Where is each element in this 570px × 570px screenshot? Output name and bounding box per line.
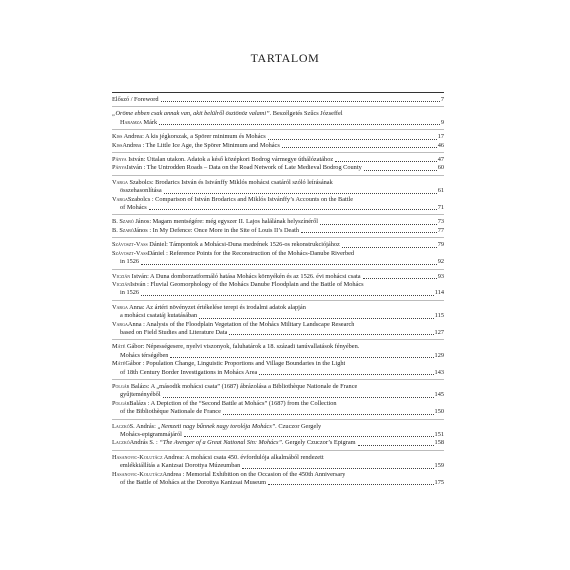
dot-leader xyxy=(184,436,434,437)
toc-group xyxy=(112,451,444,490)
toc-entry[interactable] xyxy=(112,156,444,164)
page-title: TARTALOM xyxy=(250,51,320,65)
toc-entry[interactable] xyxy=(112,479,444,487)
dot-leader xyxy=(149,209,437,210)
toc-group xyxy=(112,270,444,301)
toc-entry[interactable] xyxy=(112,250,444,258)
toc-entry[interactable] xyxy=(112,383,444,391)
page-number: 145 xyxy=(434,391,444,399)
page-number: 9 xyxy=(440,118,444,126)
toc-entry-title: Haramza Márk xyxy=(120,118,158,126)
toc-entry[interactable] xyxy=(112,408,444,416)
toc-entry[interactable] xyxy=(112,321,444,329)
toc-group xyxy=(112,153,444,176)
toc-entry-title: of 18th Century Border Investigations in Mohács Area xyxy=(120,368,258,376)
toc-entry-title: of Mohács xyxy=(120,204,147,212)
dot-leader xyxy=(364,170,437,171)
toc-entry[interactable] xyxy=(112,196,444,204)
page-number: 127 xyxy=(434,328,444,336)
page-number: 46 xyxy=(437,141,444,149)
toc-entry-title: Varga Szabolcs: Brodarics István és Istvánffy Miklós mohácsi csatáról szóló leírásának xyxy=(112,178,333,186)
page-number: 92 xyxy=(437,258,444,266)
toc-entry-title: VargaSzabolcs : Comparison of István Brodarics and Miklós Istvánffy’s Accounts on the Battle xyxy=(112,195,354,203)
toc-entry-title: Mohács térségében xyxy=(120,351,169,359)
dot-leader xyxy=(363,278,437,279)
toc-entry[interactable] xyxy=(112,391,444,399)
page-number: 77 xyxy=(437,226,444,234)
toc-entry[interactable] xyxy=(112,218,444,226)
dot-leader xyxy=(170,357,433,358)
toc-entry[interactable] xyxy=(112,119,444,127)
page-number: 175 xyxy=(434,479,444,487)
dot-leader xyxy=(229,334,433,335)
dot-leader xyxy=(320,224,437,225)
toc-entry[interactable] xyxy=(112,352,444,360)
toc-entry-title: based on Field Studies and Literature Data xyxy=(120,328,228,336)
page-number: 143 xyxy=(434,368,444,376)
toc-entry-title: MátéGábor : Population Change, Linguistic Proportions and Village Boundaries in the Light xyxy=(112,360,346,368)
toc-entry[interactable] xyxy=(112,142,444,150)
toc-entry-title: Kiss Andrea: A kis jégkorszak, a Spörer minimum és Mohács xyxy=(112,133,266,141)
toc-group xyxy=(112,107,444,130)
toc-entry-title: B. Szabó János: Magam mentségére: még egyszer II. Lajos halálának helyszínéről xyxy=(112,218,319,226)
dot-leader xyxy=(199,318,434,319)
toc-entry-title: in 1526 xyxy=(120,258,140,266)
toc-entry[interactable] xyxy=(112,273,444,281)
toc-entry-title: KissAndrea : The Little Ice Age, the Spörer Minimum and Mohács xyxy=(112,141,280,149)
page-number: 73 xyxy=(437,218,444,226)
toc-entry-title: Mohács-epigrammájáról xyxy=(120,431,182,438)
toc-entry[interactable] xyxy=(112,204,444,212)
toc-entry[interactable] xyxy=(112,164,444,172)
toc-entry[interactable] xyxy=(112,227,444,235)
toc-entry[interactable] xyxy=(112,304,444,312)
page-number: 17 xyxy=(437,133,444,141)
toc-entry[interactable] xyxy=(112,369,444,377)
toc-entry-title: Szávoszt-Vass Dániel: Támpontok a Mohácsi-Duna medrének 1526-os rekonstrukciójához xyxy=(112,241,340,249)
page-number: 151 xyxy=(434,431,444,438)
toc-group xyxy=(112,301,444,341)
dot-leader xyxy=(159,124,440,125)
toc-entry[interactable] xyxy=(112,96,444,104)
toc-entry[interactable] xyxy=(112,133,444,141)
toc-entry[interactable] xyxy=(112,281,444,289)
toc-entry[interactable] xyxy=(112,471,444,479)
dot-leader xyxy=(335,161,437,162)
dot-leader xyxy=(358,445,434,446)
toc-entry-title: a mohácsi csatatáj kutatásában xyxy=(120,312,198,320)
toc-entry[interactable] xyxy=(112,258,444,266)
toc-entry-title: LaczkóS. András: „Nemzeti nagy bűnnek nagy torolója Mohács”. Czuczor Gergely xyxy=(112,422,322,430)
toc-entry-title: Varga Anna: Az ártéri növényzet értékelése terepi és irodalmi adatok alapján xyxy=(112,303,306,311)
toc-entry-title: gyűjteményéből xyxy=(120,391,161,399)
page-number: 79 xyxy=(437,241,444,249)
page-number: 159 xyxy=(434,462,444,470)
toc-entry[interactable] xyxy=(112,329,444,337)
toc-entry-title: Hasanovic-Kolutácz Andrea: A mohácsi csata 450. évfordulója alkalmából rendezett xyxy=(112,453,324,461)
toc-group xyxy=(112,176,444,216)
dot-leader xyxy=(163,397,434,398)
toc-entry-title: „Öröme ebben csak annak van, akit belülről ösztönöz valami”. Beszélgetés Szűcs Józseffel xyxy=(112,110,343,118)
toc-entry[interactable] xyxy=(112,289,444,297)
toc-entry-title: Hasanovic-KolutáczAndrea : Memorial Exhibition on the Occasion of the 450th Anniversary xyxy=(112,470,346,478)
toc-entry-title: Előszó / Foreword xyxy=(112,96,159,103)
toc-entry-title: VicziánIstván : Fluvial Geomorphology of the Mohács Danube Floodplain and the Battle of Mohács xyxy=(112,280,364,288)
toc-group xyxy=(112,130,444,153)
dot-leader xyxy=(161,101,440,102)
toc-entry[interactable] xyxy=(112,431,444,439)
page-number: 114 xyxy=(434,289,444,297)
toc-entry-title: összehasonlítása xyxy=(120,187,162,195)
toc-entry[interactable] xyxy=(112,312,444,320)
toc-entry-title: of the Bibliothèque Nationale de France xyxy=(120,408,221,416)
dot-leader xyxy=(259,374,433,375)
toc-entry[interactable] xyxy=(112,360,444,368)
page-number: 7 xyxy=(440,96,444,103)
page-number: 71 xyxy=(437,204,444,212)
toc-entry-title: LaczkóAndrás S. : “The Avenger of a Great National Sin: Mohács”. Gergely Czuczor’s Epigram xyxy=(112,439,356,447)
page-number: 150 xyxy=(434,408,444,416)
toc-group xyxy=(112,420,444,451)
dot-leader xyxy=(301,232,437,233)
toc-entry[interactable] xyxy=(112,454,444,462)
dot-leader xyxy=(268,139,437,140)
page-number: 61 xyxy=(437,187,444,195)
dot-leader xyxy=(164,193,437,194)
toc-group xyxy=(112,215,444,238)
toc-entry-title: of the Battle of Mohács at the Dorottya Kanizsai Museum xyxy=(120,479,267,487)
toc-entry[interactable] xyxy=(112,462,444,470)
dot-leader xyxy=(141,264,437,265)
toc-entry-title: emlékkiállítás a Kanizsai Dorottya Múzeumban xyxy=(120,462,241,470)
toc-group xyxy=(112,93,444,107)
toc-group xyxy=(112,238,444,269)
toc-group xyxy=(112,340,444,380)
toc-entry-title: Viczián István: A Duna domborzatformáló hatása Mohács környékén és az 1526. évi mohácsi csata xyxy=(112,272,361,280)
toc-entry[interactable] xyxy=(112,439,444,447)
toc-entry[interactable] xyxy=(112,187,444,195)
dot-leader xyxy=(242,468,433,469)
toc-entry[interactable] xyxy=(112,343,444,351)
page-number: 47 xyxy=(437,156,444,164)
toc-entry-title: Polgár Balázs: A „második mohácsi csata” (1687) ábrázolása a Bibliothèque Nationale de France xyxy=(112,382,358,390)
toc-entry[interactable] xyxy=(112,179,444,187)
toc-entry-title: Pánya István: Úttalan utakon. Adatok a késő középkori Bodrog vármegye úthálózatához xyxy=(112,156,334,164)
dot-leader xyxy=(223,414,434,415)
page-number: 158 xyxy=(434,439,444,447)
toc-entry-title: Szávoszt-VassDániel : Reference Points for the Reconstruction of the Mohács-Danube Riverbed xyxy=(112,249,355,257)
page-number: 115 xyxy=(434,312,444,320)
dot-leader xyxy=(282,147,437,148)
toc-group xyxy=(112,380,444,420)
dot-leader xyxy=(268,484,434,485)
toc-entry-title: VargaAnna : Analysis of the Floodplain Vegetation of the Mohács Military Landscape Research xyxy=(112,320,355,328)
page-number: 60 xyxy=(437,164,444,172)
toc-entry-title: Máté Gábor: Népességesere, nyelvi viszonyok, faluhatárok a 18. századi tanúvallatások fényében. xyxy=(112,343,360,351)
toc-entry-title: in 1526 xyxy=(120,289,140,297)
page-number: 129 xyxy=(434,351,444,359)
table-of-contents xyxy=(112,92,444,489)
page-number: 93 xyxy=(437,272,444,280)
dot-leader xyxy=(141,295,434,296)
toc-entry[interactable] xyxy=(112,423,444,431)
toc-entry-title: B. SzabóJános : In My Defence: Once More in the Site of Louis II’s Death xyxy=(112,226,300,234)
toc-entry[interactable] xyxy=(112,400,444,408)
toc-entry-title: PányaIstván : The Untrodden Roads – Data on the Road Network of Late Medieval Bodrog County xyxy=(112,164,362,172)
dot-leader xyxy=(342,247,437,248)
toc-entry[interactable] xyxy=(112,241,444,249)
toc-entry[interactable] xyxy=(112,110,444,118)
toc-entry-title: PolgárBalázs : A Depiction of the “Second Battle at Mohács” (1687) from the Collection xyxy=(112,399,337,407)
